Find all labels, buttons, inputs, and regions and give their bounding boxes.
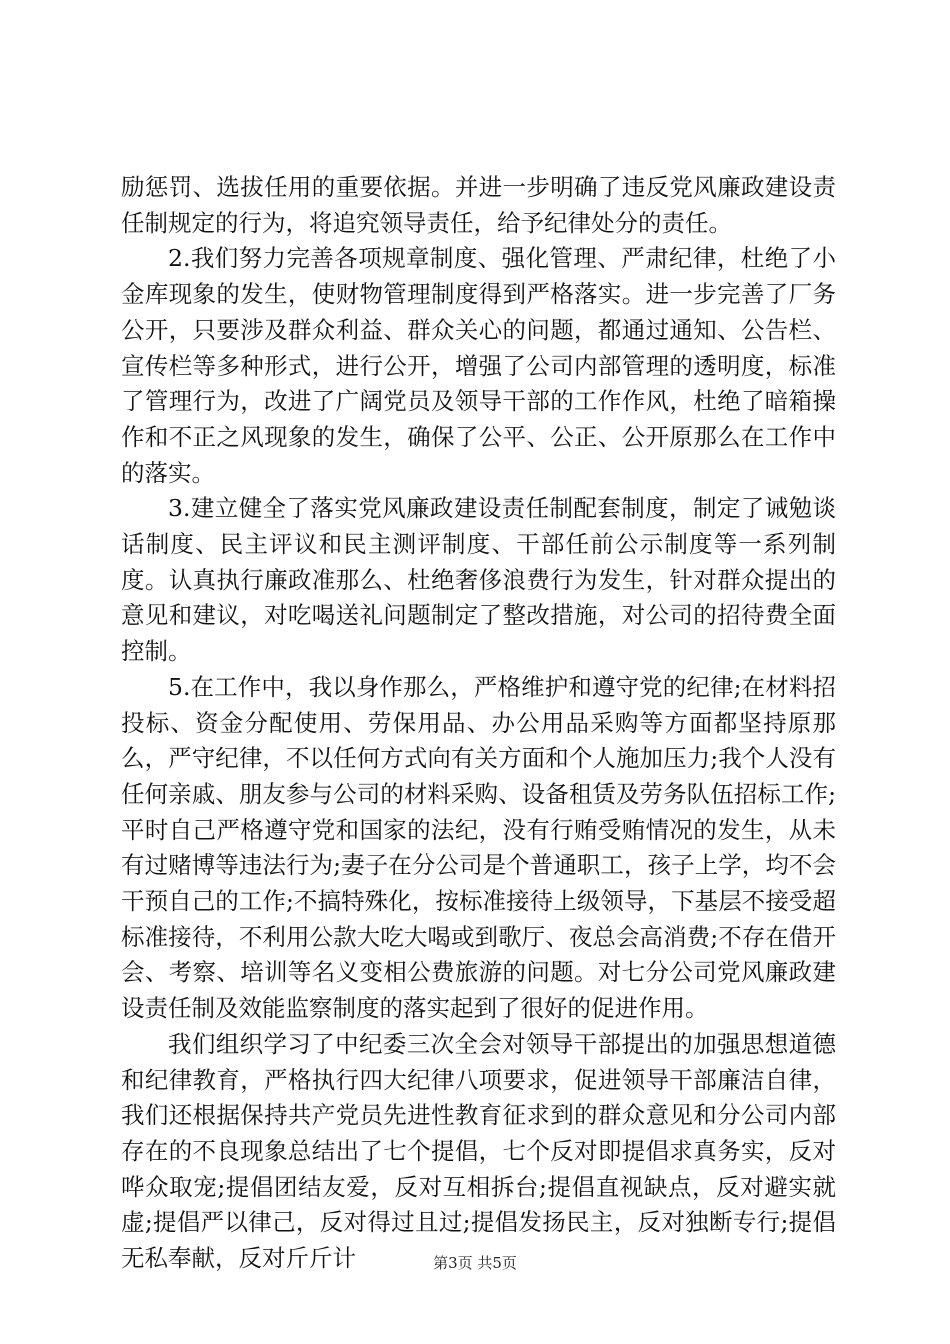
document-body xyxy=(121,170,836,1277)
paragraph-item-3: 3.建立健全了落实党风廉政建设责任制配套制度，制定了诫勉谈话制度、民主评议和民主测评制度、干部任前公示制度等一系列制度。认真执行廉政准那么、杜绝奢侈浪费行为发生，针对群众提出的意见和建议，对吃喝送礼问题制定了整改措施，对公司的招待费全面控制。 xyxy=(121,494,836,666)
paragraph-item-5: 5.在工作中，我以身作那么，严格维护和遵守党的纪律;在材料招投标、资金分配使用、劳保用品、办公用品采购等方面都坚持原那么，严守纪律，不以任何方式向有关方面和个人施加压力;我个人没有任何亲戚、朋友参与公司的材料采购、设备租赁及劳务队伍招标工作;平时自己严格遵守党和国家的法纪，没有行贿受贿情况的发生，从未有过赌博等违法行为;妻子在分公司是个普通职工，孩子上学，均不会干预自己的工作;不搞特殊化，按标准接待上级领导，下基层不接受超标准接待，不利用公款大吃大喝或到歌厅、夜总会高消费;不存在借开会、考察、培训等名义变相公费旅游的问题。对七分公司党风廉政建设责任制及效能监察制度的落实起到了很好的促进作用。 xyxy=(121,672,836,1023)
paragraph-item-2: 2.我们努力完善各项规章制度、强化管理、严肃纪律，杜绝了小金库现象的发生，使财物管理制度得到严格落实。进一步完善了厂务公开，只要涉及群众利益、群众关心的问题，都通过通知、公告栏、宣传栏等多种形式，进行公开，增强了公司内部管理的透明度，标准了管理行为，改进了广阔党员及领导干部的工作作风，杜绝了暗箱操作和不正之风现象的发生，确保了公平、公正、公开原那么在工作中的落实。 xyxy=(121,244,836,487)
paragraph-study: 我们组织学习了中纪委三次全会对领导干部提出的加强思想道德和纪律教育，严格执行四大纪律八项要求，促进领导干部廉洁自律，我们还根据保持共产党员先进性教育征求到的群众意见和分公司内部存在的不良现象总结出了七个提倡，七个反对即提倡求真务实，反对哗众取宠;提倡团结友爱，反对互相拆台;提倡直视缺点，反对避实就虚;提倡严以律己，反对得过且过;提倡发扬民主，反对独断专行;提倡无私奉献，反对斤斤计 xyxy=(121,1029,836,1273)
paragraph-continued: 励惩罚、选拔任用的重要依据。并进一步明确了违反党风廉政建设责任制规定的行为，将追究领导责任，给予纪律处分的责任。 xyxy=(121,173,836,237)
page-footer: 第3页 共5页 xyxy=(433,1254,517,1272)
